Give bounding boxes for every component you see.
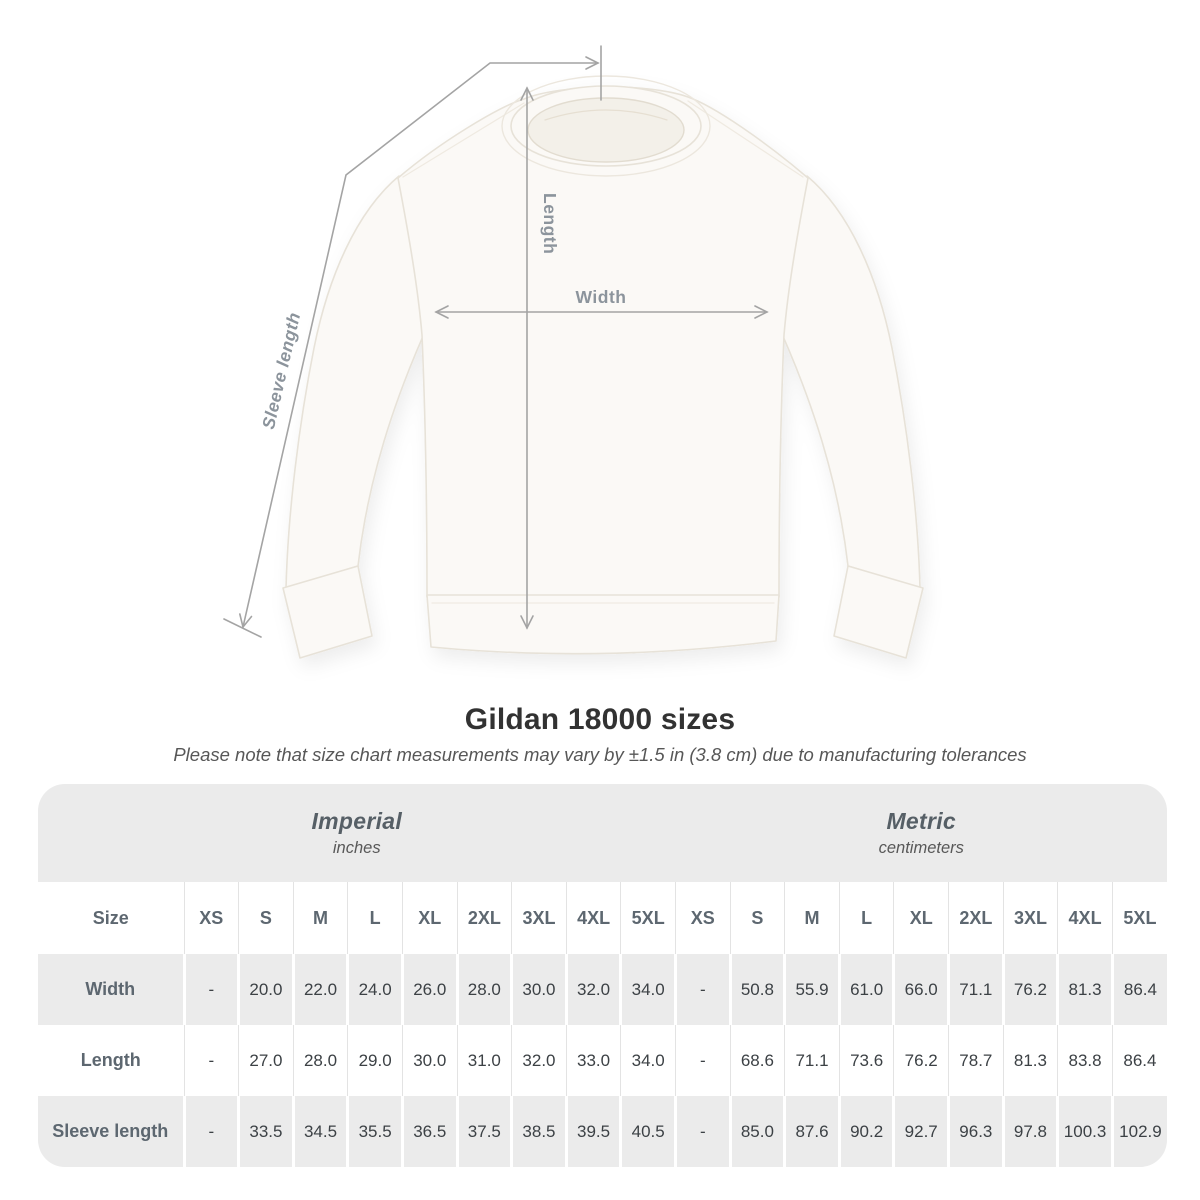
measurement-value: 28.0 bbox=[293, 1025, 348, 1096]
measurement-value: 81.3 bbox=[1058, 954, 1113, 1025]
measurement-value: 27.0 bbox=[239, 1025, 294, 1096]
measurement-value: 37.5 bbox=[457, 1096, 512, 1167]
measurement-value: 83.8 bbox=[1058, 1025, 1113, 1096]
measurement-value: - bbox=[184, 1096, 239, 1167]
measurement-value: 86.4 bbox=[1112, 954, 1167, 1025]
size-column-header: S bbox=[730, 882, 785, 954]
measurement-value: 32.0 bbox=[512, 1025, 567, 1096]
table-row bbox=[38, 954, 1167, 1025]
measurement-value: 66.0 bbox=[894, 954, 949, 1025]
table-row bbox=[38, 1025, 1167, 1096]
measurement-value: 71.1 bbox=[949, 954, 1004, 1025]
length-label: Length bbox=[540, 193, 560, 255]
size-column-header: XL bbox=[894, 882, 949, 954]
measurement-value: 33.0 bbox=[566, 1025, 621, 1096]
measurement-value: 90.2 bbox=[839, 1096, 894, 1167]
size-column-header: 3XL bbox=[1003, 882, 1058, 954]
size-column-header: XS bbox=[675, 882, 730, 954]
sweatshirt-image bbox=[283, 76, 923, 658]
measurement-value: 29.0 bbox=[348, 1025, 403, 1096]
measurement-value: 78.7 bbox=[949, 1025, 1004, 1096]
measurement-value: 73.6 bbox=[839, 1025, 894, 1096]
measurement-value: 35.5 bbox=[348, 1096, 403, 1167]
measurement-value: 30.0 bbox=[402, 1025, 457, 1096]
row-label: Width bbox=[38, 954, 184, 1025]
unit-header-row bbox=[38, 784, 1167, 882]
size-column-header: 3XL bbox=[512, 882, 567, 954]
size-column-title: Size bbox=[38, 882, 184, 954]
measurement-value: 76.2 bbox=[894, 1025, 949, 1096]
size-column-header: M bbox=[293, 882, 348, 954]
measurement-value: 68.6 bbox=[730, 1025, 785, 1096]
imperial-label: Imperial bbox=[311, 808, 403, 834]
measurement-value: 24.0 bbox=[348, 954, 403, 1025]
imperial-sublabel: inches bbox=[332, 839, 381, 857]
page-title: Gildan 18000 sizes bbox=[464, 703, 736, 736]
measurement-value: - bbox=[675, 954, 730, 1025]
size-header-row bbox=[38, 882, 1167, 954]
measurement-value: 33.5 bbox=[239, 1096, 294, 1167]
width-label: Width bbox=[575, 287, 627, 307]
measurement-value: 26.0 bbox=[402, 954, 457, 1025]
size-column-header: L bbox=[839, 882, 894, 954]
sleeve-length-label: Sleeve length bbox=[257, 310, 305, 432]
size-column-header: 5XL bbox=[621, 882, 676, 954]
size-chart-rows bbox=[38, 954, 1167, 1167]
size-column-header: 4XL bbox=[566, 882, 621, 954]
size-column-header: M bbox=[785, 882, 840, 954]
measurement-value: - bbox=[675, 1096, 730, 1167]
size-column-header: 4XL bbox=[1058, 882, 1113, 954]
measurement-value: 22.0 bbox=[293, 954, 348, 1025]
measurement-value: 96.3 bbox=[949, 1096, 1004, 1167]
measurement-value: 38.5 bbox=[512, 1096, 567, 1167]
measurement-value: 20.0 bbox=[239, 954, 294, 1025]
measurement-value: 36.5 bbox=[402, 1096, 457, 1167]
measurement-value: 86.4 bbox=[1112, 1025, 1167, 1096]
measurement-value: 31.0 bbox=[457, 1025, 512, 1096]
size-column-header: XL bbox=[402, 882, 457, 954]
tolerance-note: Please note that size chart measurements may vary by ±1.5 in (3.8 cm) due to manufacturing tolerances bbox=[173, 744, 1027, 765]
measurement-value: 55.9 bbox=[785, 954, 840, 1025]
size-column-header: L bbox=[348, 882, 403, 954]
size-chart-table bbox=[38, 784, 1167, 1167]
metric-sublabel: centimeters bbox=[878, 839, 964, 857]
measurement-value: 87.6 bbox=[785, 1096, 840, 1167]
measurement-value: 71.1 bbox=[785, 1025, 840, 1096]
metric-label: Metric bbox=[886, 808, 957, 834]
measurement-value: - bbox=[184, 954, 239, 1025]
measurement-value: 40.5 bbox=[621, 1096, 676, 1167]
size-column-header: 2XL bbox=[457, 882, 512, 954]
measurement-value: 85.0 bbox=[730, 1096, 785, 1167]
collar-opening bbox=[528, 98, 684, 162]
measurement-value: 30.0 bbox=[512, 954, 567, 1025]
measurement-value: 50.8 bbox=[730, 954, 785, 1025]
row-label: Sleeve length bbox=[38, 1096, 184, 1167]
measurement-value: 92.7 bbox=[894, 1096, 949, 1167]
imperial-header bbox=[38, 784, 675, 882]
measurement-value: 61.0 bbox=[839, 954, 894, 1025]
measurement-value: 32.0 bbox=[566, 954, 621, 1025]
measurement-value: - bbox=[184, 1025, 239, 1096]
measurement-value: 28.0 bbox=[457, 954, 512, 1025]
table-row bbox=[38, 1096, 1167, 1167]
measurement-value: 102.9 bbox=[1112, 1096, 1167, 1167]
measurement-value: 100.3 bbox=[1058, 1096, 1113, 1167]
right-sleeve bbox=[782, 176, 920, 588]
waistband bbox=[427, 595, 779, 654]
row-label: Length bbox=[38, 1025, 184, 1096]
size-column-header: 5XL bbox=[1112, 882, 1167, 954]
measurement-value: 97.8 bbox=[1003, 1096, 1058, 1167]
measurement-value: 76.2 bbox=[1003, 954, 1058, 1025]
size-chart bbox=[38, 784, 1167, 1167]
metric-header bbox=[675, 784, 1167, 882]
size-column-header: 2XL bbox=[949, 882, 1004, 954]
size-column-header: S bbox=[239, 882, 294, 954]
size-column-header: XS bbox=[184, 882, 239, 954]
left-sleeve bbox=[286, 176, 424, 588]
measurement-value: 81.3 bbox=[1003, 1025, 1058, 1096]
measurement-value: 34.0 bbox=[621, 1025, 676, 1096]
measurement-value: 34.5 bbox=[293, 1096, 348, 1167]
measurement-value: 39.5 bbox=[566, 1096, 621, 1167]
measurement-value: - bbox=[675, 1025, 730, 1096]
measurement-value: 34.0 bbox=[621, 954, 676, 1025]
